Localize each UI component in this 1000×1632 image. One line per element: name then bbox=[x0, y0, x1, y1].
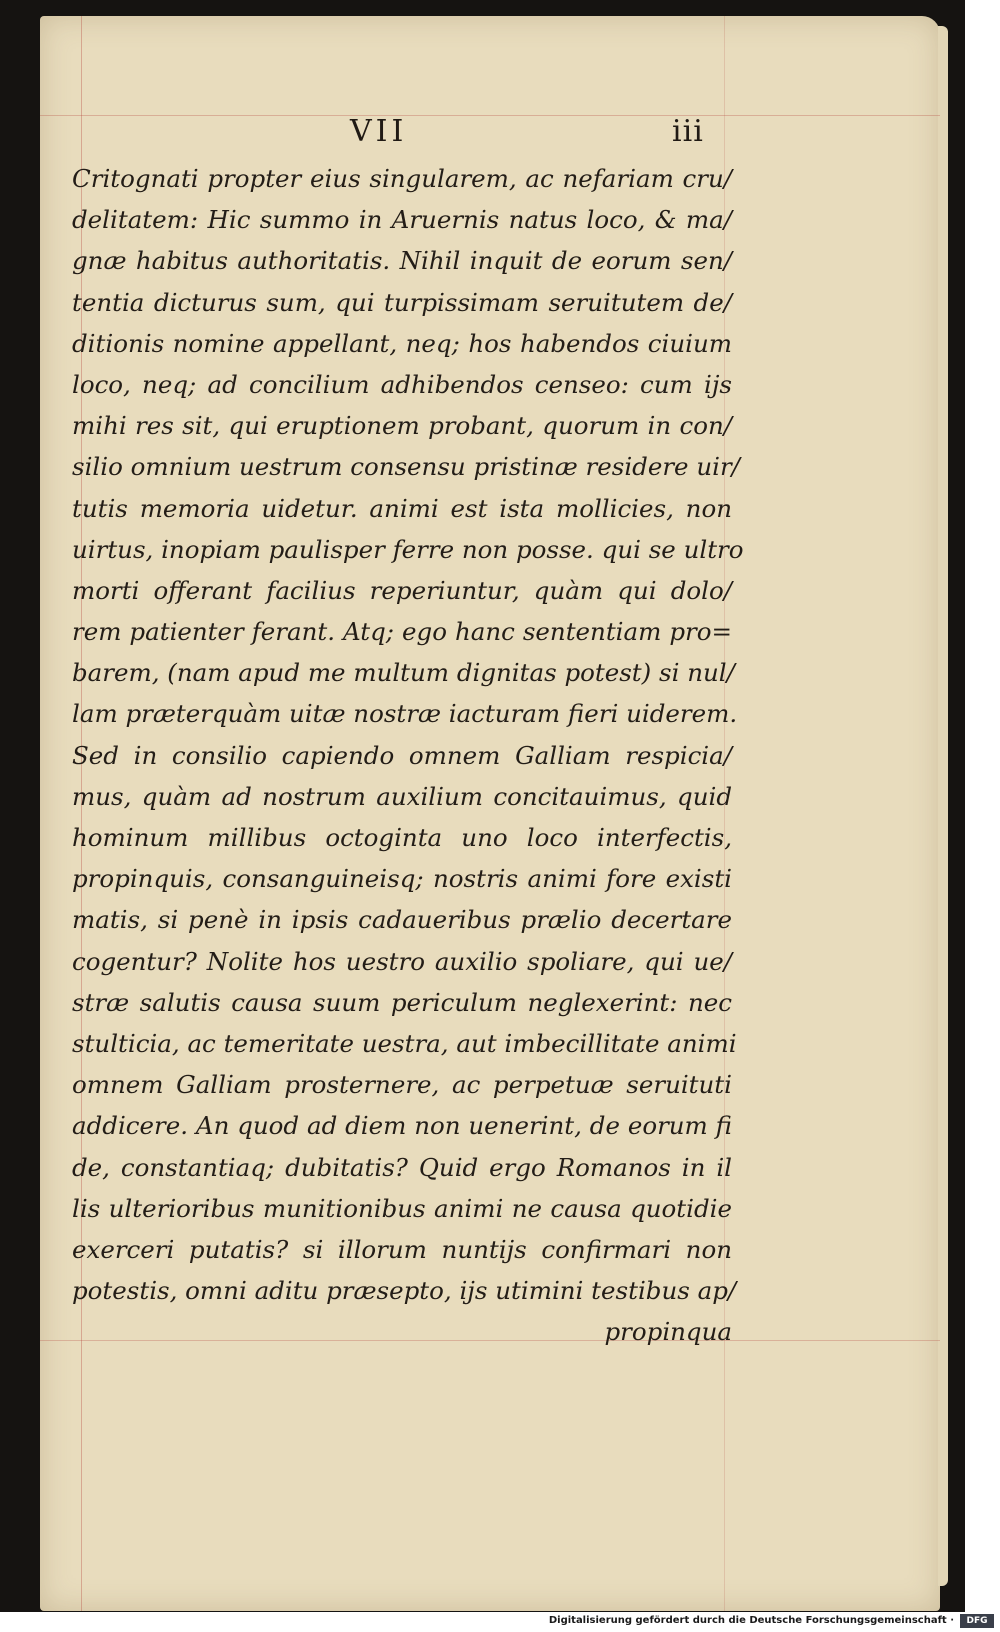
funding-credit: Digitalisierung gefördert durch die Deutsche Forschungsgemeinschaft · bbox=[548, 1615, 954, 1626]
text-line: exerceri putatis? si illorum nuntijs confirmari non bbox=[72, 1234, 732, 1264]
text-line: silio omnium uestrum consensu pristinæ residere uir/ bbox=[72, 452, 740, 482]
folio-number: iii bbox=[672, 114, 704, 149]
text-line: ditionis nomine appellant, neq; hos habendos ciuium bbox=[72, 328, 732, 358]
text-line: propinquis, consanguineisq; nostris animi fore existi bbox=[72, 864, 732, 894]
text-line: addicere. An quod ad diem non uenerint, de eorum fi bbox=[72, 1111, 732, 1141]
text-block bbox=[72, 158, 744, 1352]
text-line: morti offerant facilius reperiuntur, quàm qui dolo/ bbox=[72, 575, 732, 605]
text-line: de, constantiaq; dubitatis? Quid ergo Romanos in il bbox=[72, 1152, 732, 1182]
text-line: lam præterquàm uitæ nostræ iacturam fieri uiderem. bbox=[72, 699, 738, 729]
text-line: barem, (nam apud me multum dignitas potest) si nul/ bbox=[72, 658, 735, 688]
text-line: gnæ habitus authoritatis. Nihil inquit de eorum sen/ bbox=[72, 246, 732, 276]
text-line: uirtus, inopiam paulisper ferre non posse. qui se ultro bbox=[72, 534, 744, 564]
running-head-title: VII bbox=[350, 114, 408, 149]
catchword: propinqua bbox=[604, 1317, 732, 1347]
text-line: mihi res sit, qui eruptionem probant, quorum in con/ bbox=[72, 411, 732, 441]
text-line: delitatem: Hic summo in Aruernis natus loco, & ma/ bbox=[72, 205, 732, 235]
text-line: matis, si penè in ipsis cadaueribus prælio decertare bbox=[72, 905, 732, 935]
running-head bbox=[40, 114, 940, 164]
text-line: tutis memoria uidetur. animi est ista mollicies, non bbox=[72, 493, 732, 523]
page-edge bbox=[938, 26, 948, 1586]
text-line: loco, neq; ad concilium adhibendos censeo: cum ijs bbox=[72, 369, 732, 399]
text-line: omnem Galliam prosternere, ac perpetuæ seruituti bbox=[72, 1070, 732, 1100]
text-line: stulticia, ac temeritate uestra, aut imbecillitate animi bbox=[72, 1028, 737, 1058]
text-line: hominum millibus octoginta uno loco interfectis, bbox=[72, 823, 732, 852]
text-line: Critognati propter eius singularem, ac nefariam cru/ bbox=[72, 164, 732, 193]
text-line: Sed in consilio capiendo omnem Galliam respicia/ bbox=[72, 740, 732, 770]
dfg-logo: DFG bbox=[960, 1614, 994, 1628]
text-line: mus, quàm ad nostrum auxilium concitauimus, quid bbox=[72, 781, 732, 811]
text-line: lis ulterioribus munitionibus animi ne causa quotidie bbox=[72, 1193, 732, 1223]
footer-bar bbox=[0, 1612, 1000, 1632]
text-line: tentia dicturus sum, qui turpissimam seruitutem de/ bbox=[72, 287, 732, 317]
text-line: stræ salutis causa suum periculum neglexerint: nec bbox=[72, 987, 732, 1017]
book-page bbox=[40, 16, 940, 1611]
text-line: cogentur? Nolite hos uestro auxilio spoliare, qui ue/ bbox=[72, 946, 732, 976]
text-line: rem patienter ferant. Atq; ego hanc sententiam pro= bbox=[72, 617, 732, 647]
text-line: potestis, omni aditu præsepto, ijs utimini testibus ap/ bbox=[72, 1276, 737, 1306]
